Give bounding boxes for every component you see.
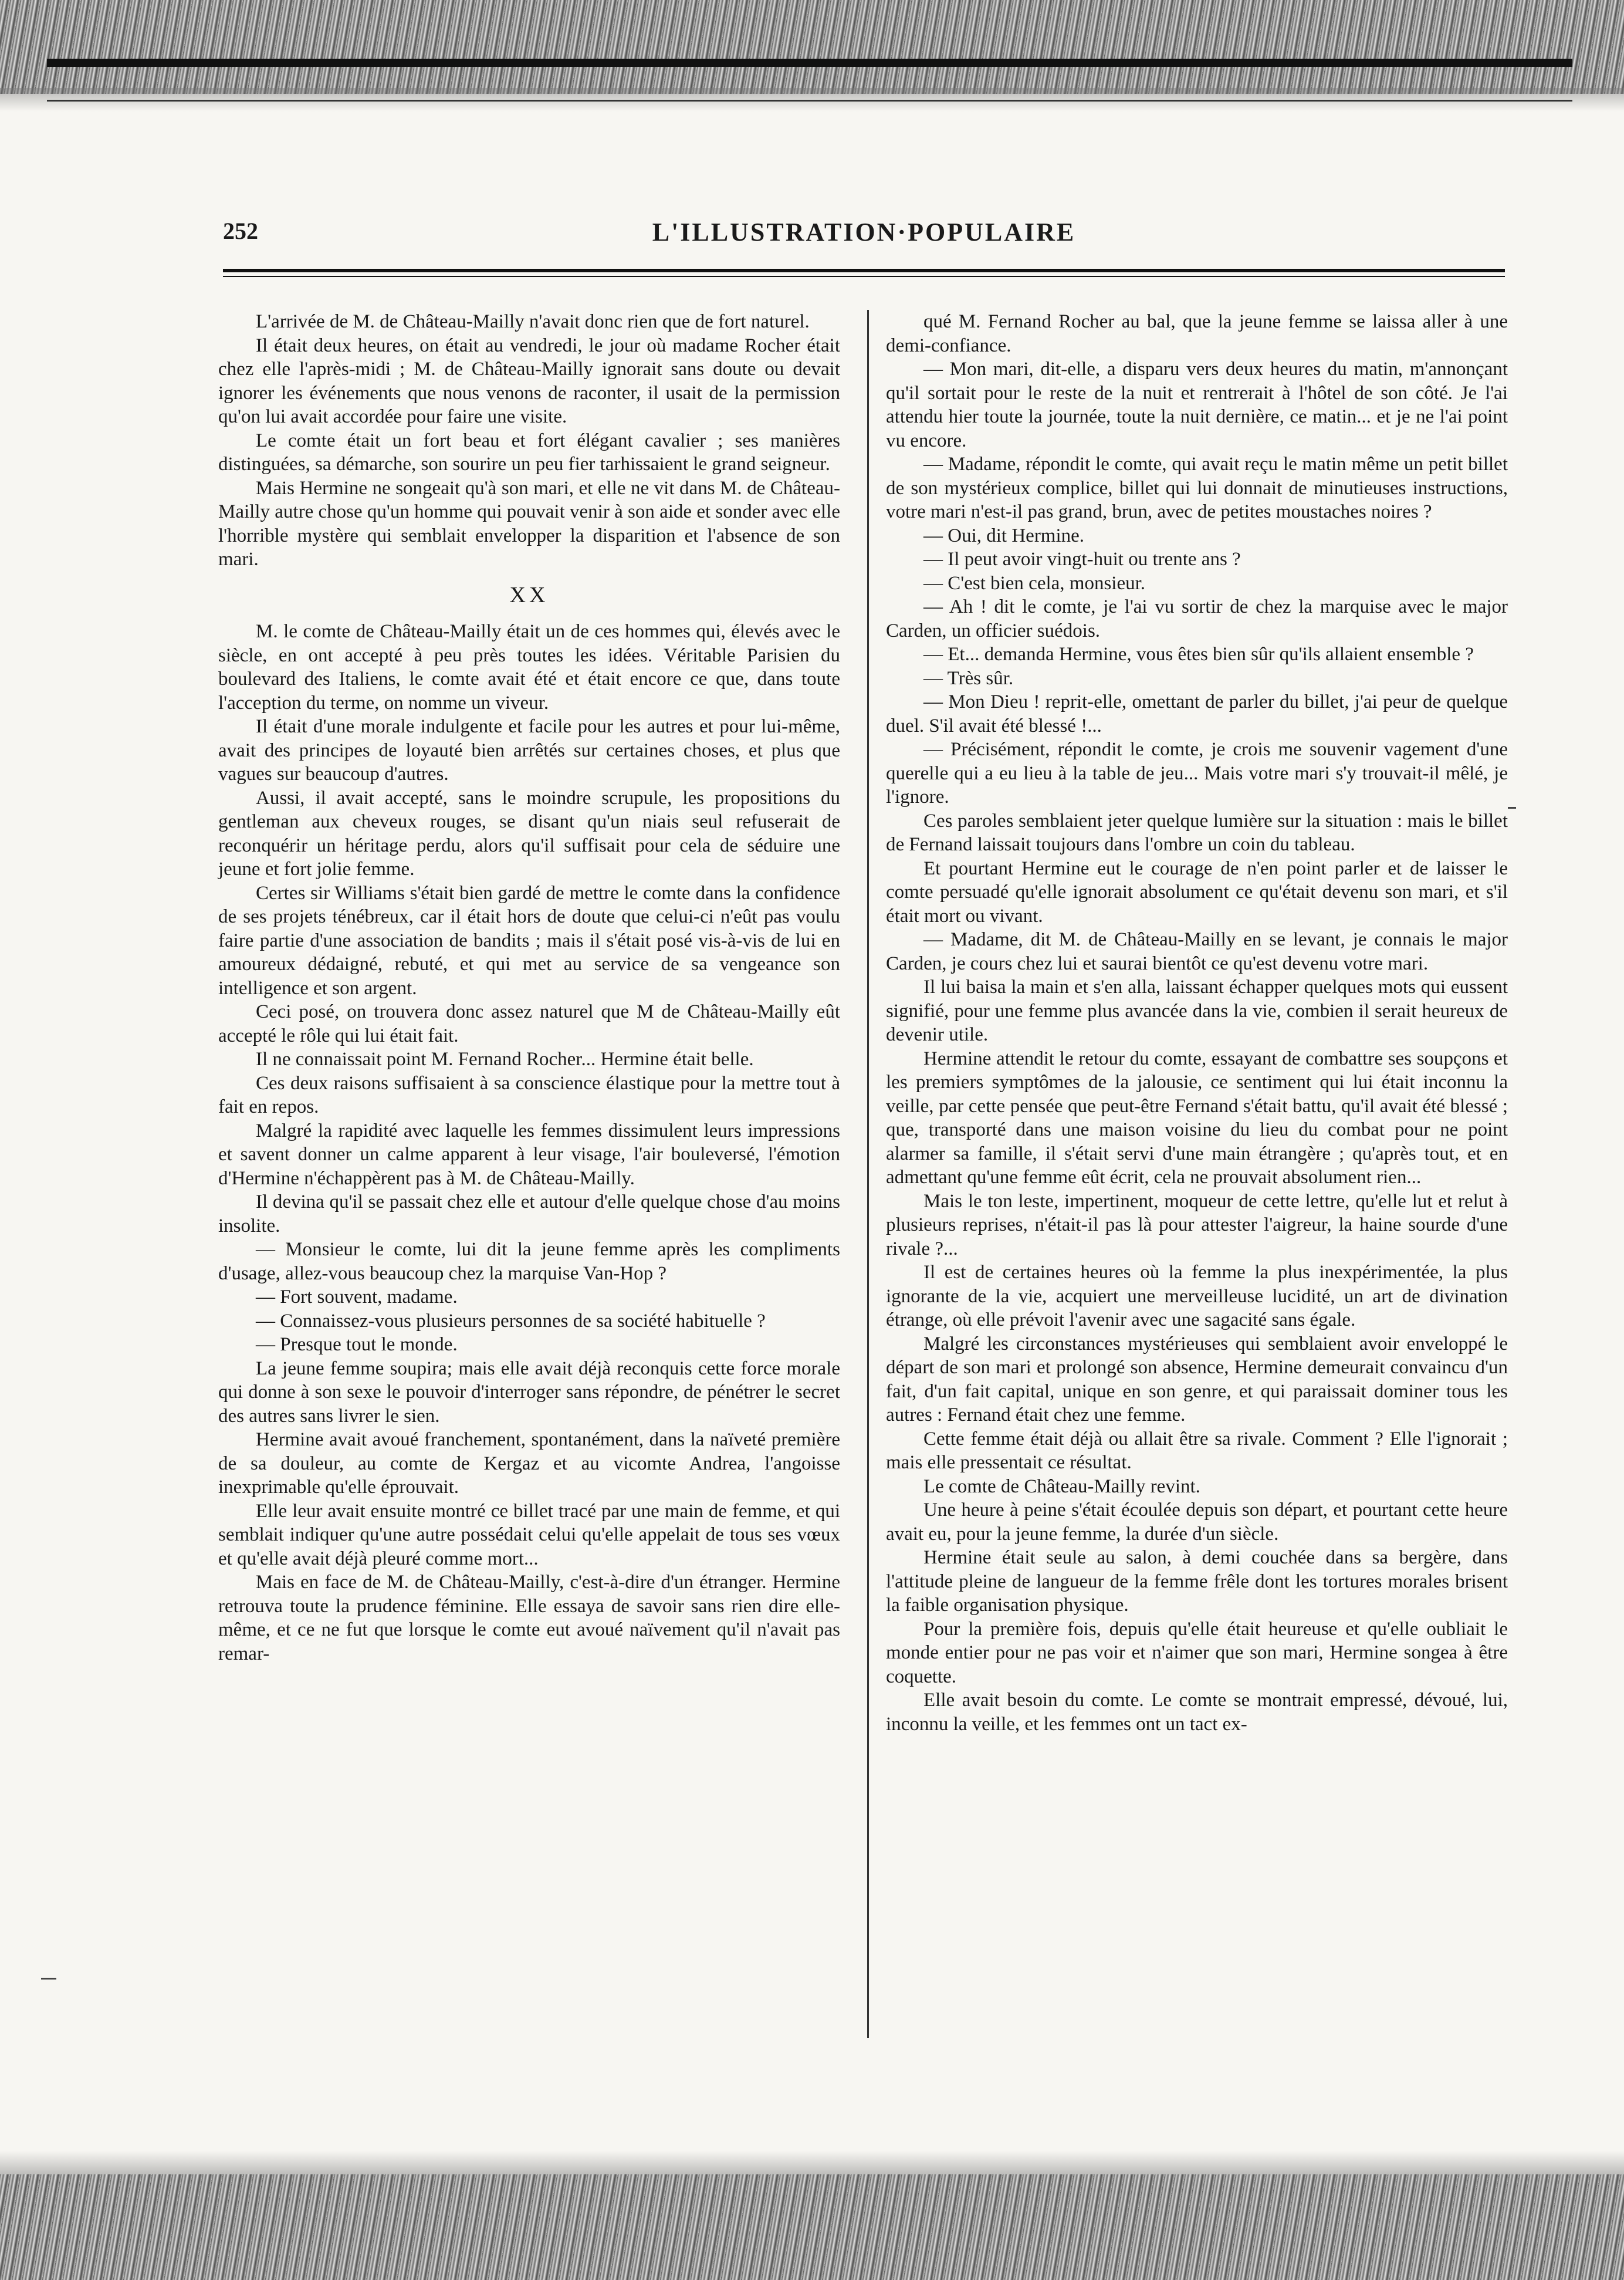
paragraph: — Ah ! dit le comte, je l'ai vu sortir de chez la marquise avec le major Carden, un officier suédois.: [886, 596, 1508, 641]
paragraph: — Presque tout le monde.: [256, 1334, 458, 1355]
scan-edge-top: [0, 0, 1624, 94]
left-column: [218, 310, 840, 1666]
paragraph: — Monsieur le comte, lui dit la jeune femme après les compliments d'usage, allez-vous beaucoup chez la marquise Van-Hop ?: [218, 1239, 840, 1284]
chapter-heading: XX: [509, 582, 549, 607]
paragraph: — Madame, dit M. de Château-Mailly en se levant, je connais le major Carden, je cours chez lui et saurai bientôt ce qu'est devenu votre mari.: [886, 929, 1508, 974]
paragraph: Mais le ton leste, impertinent, moqueur de cette lettre, qu'elle lut et relut à plusieurs reprises, n'était-il pas là pour attester l'aigreur, la haine sourde d'une rivale ?...: [886, 1190, 1508, 1259]
paragraph: Hermine attendit le retour du comte, essayant de combattre ses soupçons et les premiers symptômes de la jalousie, ce sentiment qui lui était inconnu la veille, par cette pensée que peut-être Fernand s'était battu, qu'il avait été blessé ; que, transporté dans une maison voisine du lieu du combat pour ne point alarmer sa famille, il s'était servi d'une main étrangère ; qu'après tout, et en admettant qu'une femme eût écrit, cela ne prouvait absolument rien...: [886, 1048, 1508, 1188]
paragraph: Il lui baisa la main et s'en alla, laissant échapper quelques mots qui eussent signifié, pour une femme plus avancée dans la vie, combien il serait heureux de devenir utile.: [886, 977, 1508, 1045]
paragraph: Et pourtant Hermine eut le courage de n'en point parler et de laisser le comte persuadé qu'elle ignorait absolument ce qu'était devenu son mari, et s'il était mort ou vivant.: [886, 857, 1508, 927]
scan-rule-top-thin: [47, 100, 1572, 102]
paragraph: La jeune femme soupira; mais elle avait déjà reconquis cette force morale qui donne à son sexe le pouvoir d'interroger sans répondre, de pénétrer le secret des autres sans livrer le sien.: [218, 1357, 840, 1427]
scan-shadow-bottom: [0, 2151, 1624, 2174]
paragraph: M. le comte de Château-Mailly était un de ces hommes qui, élevés avec le siècle, en ont accepté à peu près toutes les idées. Véritable Parisien du boulevard des Italiens, le comte avait été et était encore ce que, dans toute l'acception du terme, on nomme un viveur.: [218, 621, 840, 714]
paragraph: — Il peut avoir vingt-huit ou trente ans ?: [923, 549, 1241, 570]
paragraph: — Et... demanda Hermine, vous êtes bien sûr qu'ils allaient ensemble ?: [923, 644, 1474, 665]
paragraph: Il était d'une morale indulgente et facile pour les autres et pour lui-même, avait des principes de loyauté bien arrêtés sur certaines choses, et plus que vagues sur beaucoup d'autres.: [218, 716, 840, 785]
paragraph: Certes sir Williams s'était bien gardé de mettre le comte dans la confidence de ses projets ténébreux, car il était hors de doute que celui-ci n'eût pas voulu faire partie d'une association de bandits ; mais il s'était posé vis-à-vis de lui en amoureux dédaigné, rebuté, et qui met au service de sa vengeance son intelligence et son argent.: [218, 882, 840, 999]
paragraph: Hermine était seule au salon, à demi couchée dans sa bergère, dans l'attitude pleine de langueur de la femme frêle dont les tortures morales brisent la faible organisation physique.: [886, 1547, 1508, 1616]
paragraph: L'arrivée de M. de Château-Mailly n'avait donc rien que de fort naturel.: [256, 311, 810, 332]
header-rule: [223, 269, 1505, 272]
paragraph: — Connaissez-vous plusieurs personnes de sa société habituelle ?: [256, 1310, 766, 1332]
paragraph: Pour la première fois, depuis qu'elle était heureuse et qu'elle oubliait le monde entier pour ne pas voir et n'aimer que son mari, Hermine songea à être coquette.: [886, 1618, 1508, 1687]
paragraph: Une heure à peine s'était écoulée depuis son départ, et pourtant cette heure avait eu, pour la jeune femme, la durée d'un siècle.: [886, 1499, 1508, 1545]
right-column: [886, 310, 1508, 1736]
header-rule-thin: [223, 276, 1505, 277]
page-header: [223, 217, 1505, 258]
paragraph: Le comte de Château-Mailly revint.: [923, 1475, 1200, 1497]
paragraph: Il est de certaines heures où la femme la plus inexpérimentée, la plus ignorante de la vie, acquiert une merveilleuse lucidité, un art de divination étrange, où elle prévoit l'avenir avec une sagacité sans égale.: [886, 1262, 1508, 1330]
column-divider: [867, 310, 869, 2038]
paragraph: — Fort souvent, madame.: [256, 1286, 458, 1308]
margin-mark: [1508, 807, 1516, 809]
scan-edge-bottom: [0, 2174, 1624, 2280]
journal-title: L'ILLUSTRATION·POPULAIRE: [652, 218, 1076, 246]
paragraph: Elle avait besoin du comte. Le comte se montrait empressé, dévoué, lui, inconnu la veille, et les femmes ont un tact ex-: [886, 1690, 1508, 1735]
paragraph: Le comte était un fort beau et fort élégant cavalier ; ses manières distinguées, sa démarche, son sourire un peu fier tarhissaient le grand seigneur.: [218, 430, 840, 475]
paragraph: Ces deux raisons suffisaient à sa conscience élastique pour la mettre tout à fait en repos.: [218, 1072, 840, 1117]
paragraph: — Très sûr.: [923, 667, 1014, 689]
paragraph: Cette femme était déjà ou allait être sa rivale. Comment ? Elle l'ignorait ; mais elle pressentait ce résultat.: [886, 1428, 1508, 1473]
paragraph: Mais en face de M. de Château-Mailly, c'est-à-dire d'un étranger. Hermine retrouva toute la prudence féminine. Elle essaya de savoir sans rien dire elle-même, et ce ne fut que lorsque le comte eut avoué naïvement qu'il n'avait pas remar-: [218, 1572, 840, 1664]
paragraph: Il était deux heures, on était au vendredi, le jour où madame Rocher était chez elle l'après-midi ; M. de Château-Mailly ignorait sans doute ou devait ignorer les événements que nous venons de raconter, il usait de la permission qu'on lui avait accordée pour faire une visite.: [218, 335, 840, 427]
paragraph: — Précisément, répondit le comte, je crois me souvenir vagement d'une querelle qui a eu lieu à la table de jeu... Mais votre mari s'y trouvait-il mêlé, je l'ignore.: [886, 739, 1508, 808]
paragraph: — Mon mari, dit-elle, a disparu vers deux heures du matin, m'annonçant qu'il sortait pour le reste de la nuit et rentrerait à l'hôtel de son côté. Je l'ai attendu hier toute la journée, toute la nuit dernière, ce matin... et je ne l'ai point vu encore.: [886, 359, 1508, 451]
margin-mark: [41, 1978, 56, 1980]
paragraph: Ceci posé, on trouvera donc assez naturel que M de Château-Mailly eût accepté le rôle qui lui était fait.: [218, 1001, 840, 1046]
paragraph: qué M. Fernand Rocher au bal, que la jeune femme se laissa aller à une demi-confiance.: [886, 311, 1508, 356]
paragraph: Elle leur avait ensuite montré ce billet tracé par une main de femme, et qui semblait indiquer qu'une autre possédait celui qu'elle appelait de tous ses vœux et qu'elle avait déjà pleuré comme mort...: [218, 1500, 840, 1569]
paragraph: Hermine avait avoué franchement, spontanément, dans la naïveté première de sa douleur, au comte de Kergaz et au vicomte Andrea, l'angoisse inexprimable qu'elle éprouvait.: [218, 1429, 840, 1498]
scan-rule-top: [47, 59, 1572, 67]
paragraph: Malgré la rapidité avec laquelle les femmes dissimulent leurs impressions et savent donner un calme apparent à leur visage, l'air bouleversé, l'émotion d'Hermine n'échappèrent pas à M. de Château-Mailly.: [218, 1120, 840, 1189]
paragraph: — Mon Dieu ! reprit-elle, omettant de parler du billet, j'ai peur de quelque duel. S'il avait été blessé !...: [886, 691, 1508, 737]
paragraph: Mais Hermine ne songeait qu'à son mari, et elle ne vit dans M. de Château-Mailly autre chose qu'un homme qui pouvait venir à son aide et sonder avec elle l'horrible mystère qui semblait envelopper la disparition et l'absence de son mari.: [218, 477, 840, 570]
paragraph: — Oui, dit Hermine.: [923, 525, 1085, 546]
paragraph: Aussi, il avait accepté, sans le moindre scrupule, les propositions du gentleman aux cheveux rouges, se disant qu'un niais seul refuserait de reconquérir un héritage perdu, alors qu'il suffisait pour cela de séduire une jeune et fort jolie femme.: [218, 787, 840, 880]
paragraph: Malgré les circonstances mystérieuses qui semblaient avoir enveloppé le départ de son mari et prolongé son absence, Hermine demeurait convaincu d'un fait, d'un fait capital, unique en son genre, et qui paraissait dominer tous les autres : Fernand était chez une femme.: [886, 1333, 1508, 1426]
paragraph: Ces paroles semblaient jeter quelque lumière sur la situation : mais le billet de Fernand laissait toujours dans l'ombre un coin du tableau.: [886, 810, 1508, 855]
paragraph: Il ne connaissait point M. Fernand Rocher... Hermine était belle.: [256, 1049, 754, 1070]
page-number: 252: [223, 218, 258, 244]
paragraph: — Madame, répondit le comte, qui avait reçu le matin même un petit billet de son mystérieux complice, billet qui lui donnait de minutieuses instructions, votre mari n'est-il pas grand, brun, avec de petites moustaches noires ?: [886, 454, 1508, 522]
paragraph: Il devina qu'il se passait chez elle et autour d'elle quelque chose d'au moins insolite.: [218, 1191, 840, 1237]
paragraph: — C'est bien cela, monsieur.: [923, 572, 1146, 594]
